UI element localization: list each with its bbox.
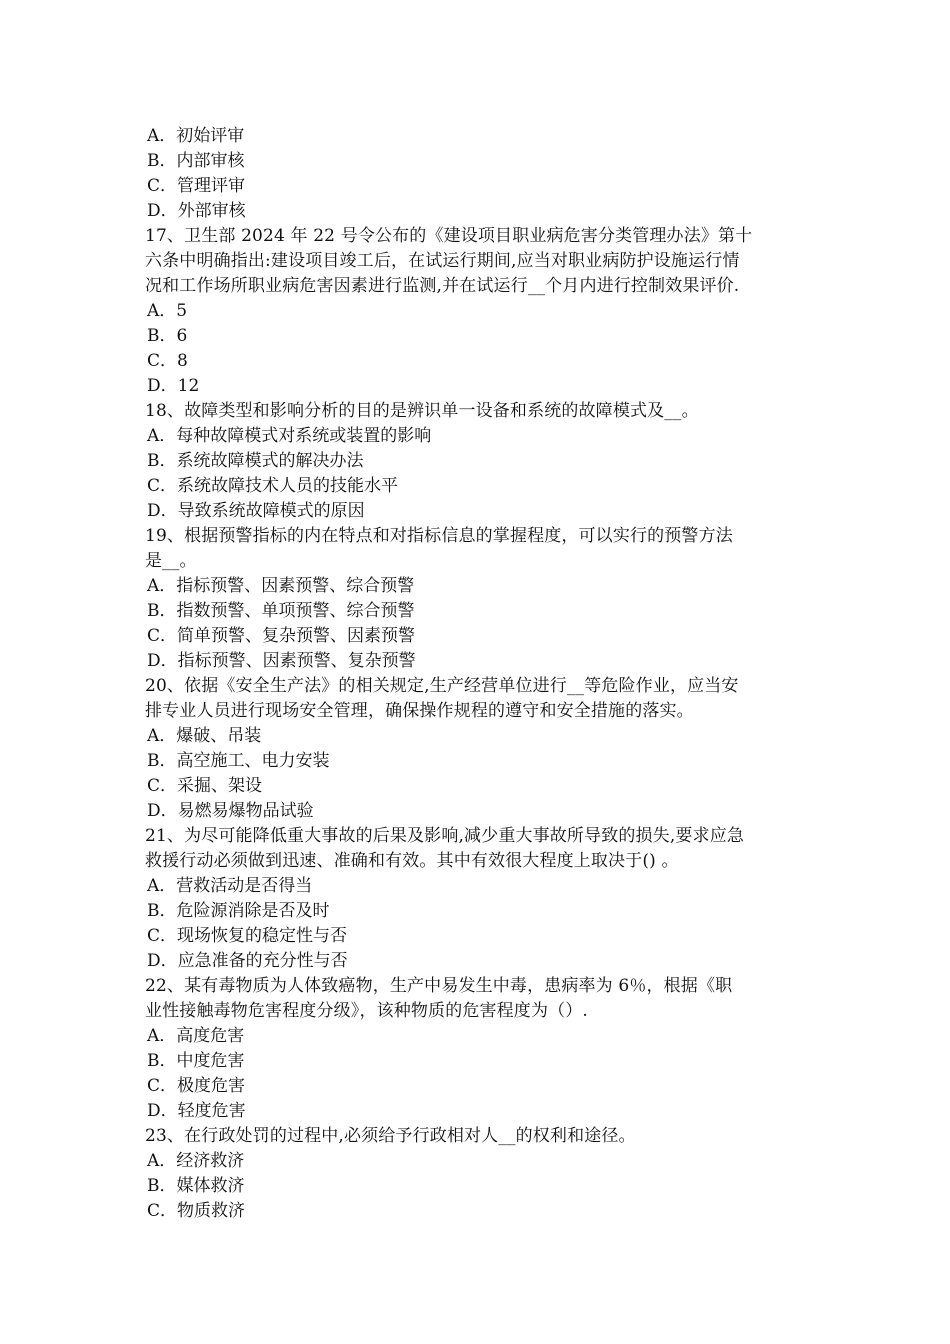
question-text-line: 18、故障类型和影响分析的目的是辨识单一设备和系统的故障模式及__。 <box>145 401 699 421</box>
question-text-line: 是__。 <box>145 551 197 571</box>
question-text-line: 19、根据预警指标的内在特点和对指标信息的掌握程度，可以实行的预警方法 <box>145 526 733 546</box>
answer-option: C．现场恢复的稳定性与否 <box>147 926 348 946</box>
answer-option: D．12 <box>147 376 200 396</box>
answer-option: D．指标预警、因素预警、复杂预警 <box>147 651 416 671</box>
answer-option: D．轻度危害 <box>147 1101 246 1121</box>
answer-option: B．中度危害 <box>147 1051 245 1071</box>
answer-option: A．爆破、吊装 <box>147 726 262 746</box>
answer-option: D．应急准备的充分性与否 <box>147 951 348 971</box>
question-text-line: 业性接触毒物危害程度分级》，该种物质的危害程度为（）. <box>145 1001 588 1021</box>
answer-option: A．每种故障模式对系统或装置的影响 <box>147 426 432 446</box>
answer-option: A．初始评审 <box>147 126 245 146</box>
question-text-line: 排专业人员进行现场安全管理，确保操作规程的遵守和安全措施的落实。 <box>145 701 694 721</box>
answer-option: C．管理评审 <box>147 176 246 196</box>
answer-option: A．营救活动是否得当 <box>147 876 313 896</box>
question-text-line: 六条中明确指出:建设项目竣工后，在试运行期间,应当对职业病防护设施运行情 <box>145 251 740 271</box>
question-text-line: 况和工作场所职业病危害因素进行监测,并在试运行__个月内进行控制效果评价. <box>145 276 740 296</box>
answer-option: A．经济救济 <box>147 1151 245 1171</box>
answer-option: C．简单预警、复杂预警、因素预警 <box>147 626 416 646</box>
question-text-line: 17、卫生部 2024 年 22 号令公布的《建设项目职业病危害分类管理办法》第十 <box>145 226 753 246</box>
answer-option: A．高度危害 <box>147 1026 245 1046</box>
answer-option: B．高空施工、电力安装 <box>147 751 330 771</box>
answer-option: C．系统故障技术人员的技能水平 <box>147 476 399 496</box>
answer-option: D．易燃易爆物品试验 <box>147 801 314 821</box>
question-text-line: 22、某有毒物质为人体致癌物，生产中易发生中毒，患病率为 6％，根据《职 <box>145 976 733 996</box>
answer-option: B．媒体救济 <box>147 1176 245 1196</box>
answer-option: B．内部审核 <box>147 151 245 171</box>
answer-option: B．危险源消除是否及时 <box>147 901 330 921</box>
answer-option: D．导致系统故障模式的原因 <box>147 501 365 521</box>
answer-option: B．指数预警、单项预警、综合预警 <box>147 601 415 621</box>
question-text-line: 21、为尽可能降低重大事故的后果及影响,减少重大事故所导致的损失,要求应急 <box>145 826 744 846</box>
answer-option: C．8 <box>147 351 188 371</box>
answer-option: C．采掘、架设 <box>147 776 263 796</box>
answer-option: A．5 <box>147 301 188 321</box>
answer-option: D．外部审核 <box>147 201 246 221</box>
answer-option: A．指标预警、因素预警、综合预警 <box>147 576 415 596</box>
question-text-line: 23、在行政处罚的过程中,必须给予行政相对人__的权利和途径。 <box>145 1126 636 1146</box>
answer-option: B．6 <box>147 326 188 346</box>
question-text-line: 20、依据《安全生产法》的相关规定,生产经营单位进行__等危险作业，应当安 <box>145 676 739 696</box>
exam-text-body <box>145 124 811 1224</box>
answer-option: B．系统故障模式的解决办法 <box>147 451 364 471</box>
question-text-line: 救援行动必须做到迅速、准确和有效。其中有效很大程度上取决于() 。 <box>145 851 679 871</box>
answer-option: C．极度危害 <box>147 1076 246 1096</box>
answer-option: C．物质救济 <box>147 1201 246 1221</box>
